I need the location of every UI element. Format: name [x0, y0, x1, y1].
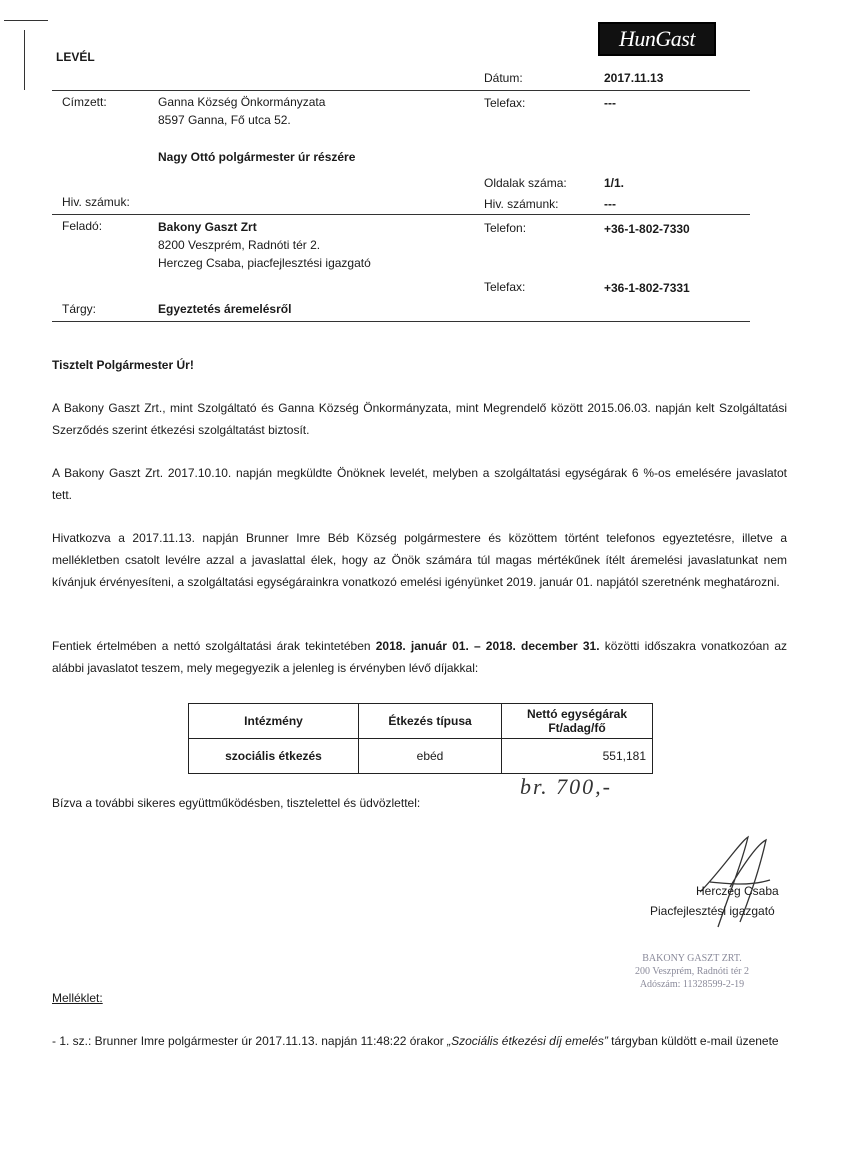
telefax-value: --- [604, 96, 616, 110]
hiv-szamunk-value: --- [604, 197, 616, 211]
felado-line1: Bakony Gaszt Zrt [158, 220, 257, 234]
table-cell: ebéd [359, 739, 502, 774]
telefax2-label: Telefax: [484, 280, 526, 294]
signature-title: Piacfejlesztési igazgató [650, 904, 775, 918]
closing-text: Bízva a további sikeres együttműködésben, tisztelettel és üdvözlettel: [52, 796, 421, 810]
hiv-szamuk-label: Hiv. számuk: [62, 195, 130, 209]
paragraph-4-period: 2018. január 01. – 2018. december 31. [375, 639, 600, 653]
corner-mark [4, 20, 48, 21]
table-header-cell: Étkezés típusa [359, 704, 502, 739]
table-row [189, 739, 653, 774]
price-table [188, 703, 653, 774]
header-rule-top [52, 90, 750, 91]
paragraph-4-text-c: közötti időszakra vonatkozóan az alábbi javaslatot teszem, mely megegyezik a jelenleg is érvényben lévő díjakkal: [52, 639, 787, 675]
telefon-label: Telefon: [484, 221, 527, 235]
attachments-title: Melléklet: [52, 991, 103, 1005]
header-rule-bottom [52, 321, 750, 322]
felado-line3: Herczeg Csaba, piacfejlesztési igazgató [158, 256, 371, 270]
paragraph-4 [52, 635, 787, 679]
table-header-row [189, 704, 653, 739]
table-header-cell: Intézmény [189, 704, 359, 739]
cimzett-attn: Nagy Ottó polgármester úr részére [158, 150, 356, 164]
telefon-value: +36-1-802-7330 [604, 222, 690, 236]
cimzett-label: Címzett: [62, 95, 107, 109]
company-stamp [612, 952, 772, 991]
stamp-line-3: Adószám: 11328599-2-19 [639, 979, 745, 990]
doc-type-label: LEVÉL [56, 50, 95, 64]
hiv-szamunk-label: Hiv. számunk: [484, 197, 559, 211]
table-cell: szociális étkezés [189, 739, 359, 774]
attachment-item-1-a: - 1. sz.: Brunner Imre polgármester úr 2017.11.13. napján 11:48:22 órakor [52, 1034, 448, 1048]
oldalak-label: Oldalak száma: [484, 176, 567, 190]
signature-name: Herczeg Csaba [696, 884, 779, 898]
hungast-logo: HunGast [598, 22, 716, 56]
paragraph-4-text-a: Fentiek értelmében a nettó szolgáltatási árak tekintetében [52, 639, 376, 653]
felado-label: Feladó: [62, 219, 103, 233]
salutation: Tisztelt Polgármester Úr! [52, 358, 194, 372]
paragraph-1: A Bakony Gaszt Zrt., mint Szolgáltató és Ganna Község Önkormányzata, mint Megrendelő között 2015.06.03. napján kelt Szolgáltatási Szerződés szerint étkezési szolgáltatást biztosít. [52, 401, 787, 437]
table-cell: 551,181 [502, 739, 653, 774]
felado-line2: 8200 Veszprém, Radnóti tér 2. [158, 238, 321, 252]
stamp-line-1: BAKONY GASZT ZRT. [642, 953, 742, 964]
handwritten-note: br. 700,- [520, 774, 612, 799]
stamp-line-2: 200 Veszprém, Radnóti tér 2 [635, 966, 749, 977]
targy-value: Egyeztetés áremelésről [158, 302, 292, 316]
cimzett-line1: Ganna Község Önkormányzata [158, 95, 326, 109]
telefax-label: Telefax: [484, 96, 526, 110]
cimzett-line2: 8597 Ganna, Fő utca 52. [158, 113, 291, 127]
paragraph-2: A Bakony Gaszt Zrt. 2017.10.10. napján megküldte Önöknek levelét, melyben a szolgáltatási egységárak 6 %-os emelésére javaslatot tett. [52, 466, 787, 502]
table-header-cell: Nettó egységárak Ft/adag/fő [502, 704, 653, 739]
attachment-item-1 [52, 1030, 787, 1052]
telefax2-value: +36-1-802-7331 [604, 281, 690, 295]
attachment-item-1-subject: „Szociális étkezési díj emelés” [447, 1034, 608, 1048]
paragraph-3: Hivatkozva a 2017.11.13. napján Brunner Imre Béb Község polgármestere és közöttem történt telefonos egyeztetésre, illetve a mellékletben csatolt levélre azzal a javaslattal élek, hogy az Önök számára túl magas mértékűnek ítélt áremelési javaslatunkat nem kívánjuk érvényesíteni, a szolgáltatási egységárainkra vonatkozó emelési igényünket 2019. január 01. napjától szeretnénk meghatározni. [52, 531, 787, 589]
oldalak-value: 1/1. [604, 176, 625, 190]
corner-mark-vertical [24, 30, 25, 90]
datum-label: Dátum: [484, 71, 523, 85]
targy-label: Tárgy: [62, 302, 97, 316]
datum-value: 2017.11.13 [604, 71, 664, 85]
attachment-item-1-c: tárgyban küldött e-mail üzenete [607, 1034, 779, 1048]
header-rule-mid [52, 214, 750, 215]
